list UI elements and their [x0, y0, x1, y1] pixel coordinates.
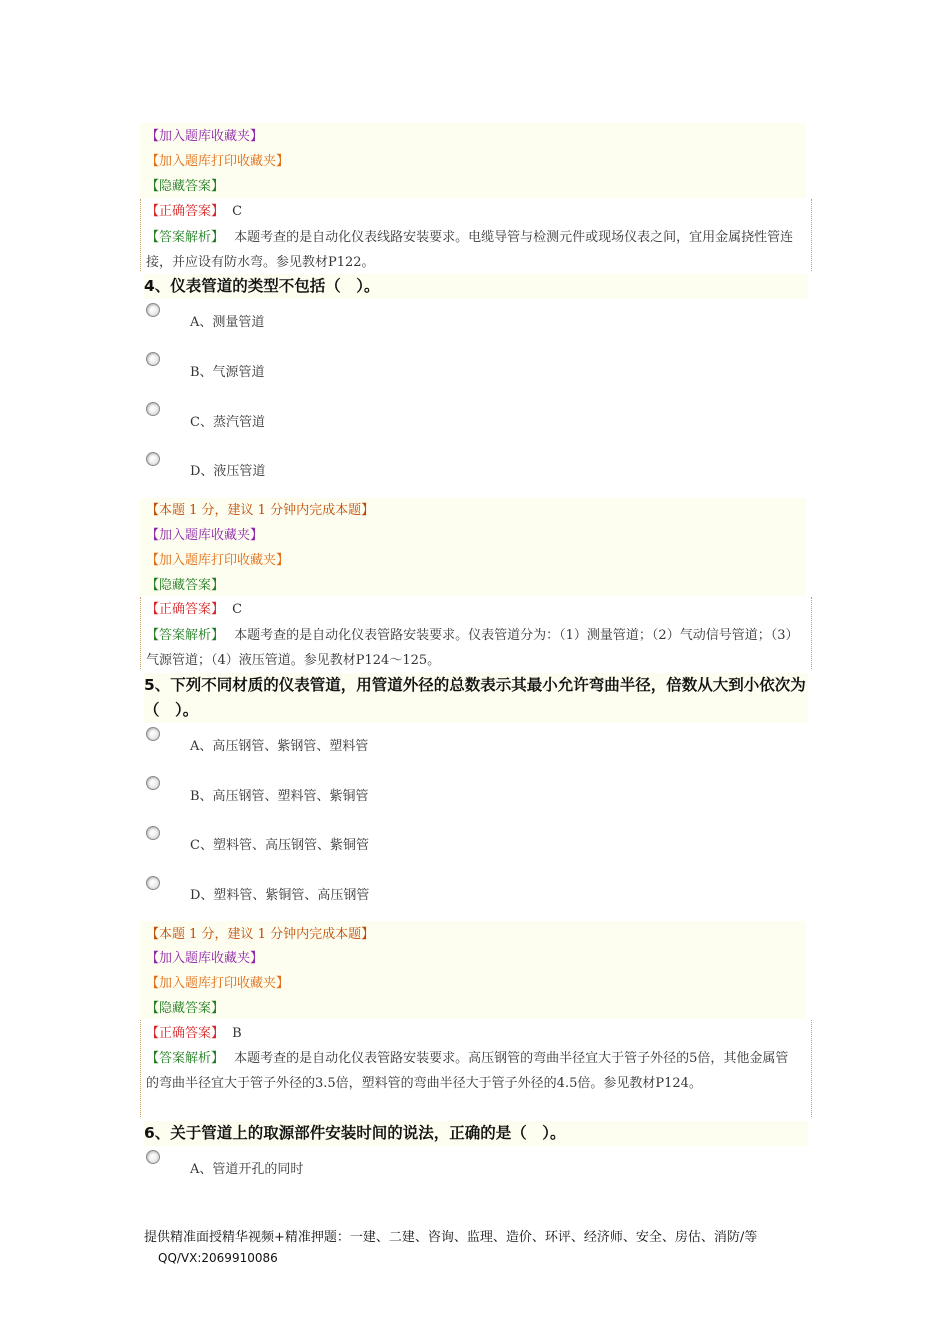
q6-title: 6、关于管道上的取源部件安装时间的说法，正确的是（ ）。 [144, 1121, 808, 1146]
q4-option-d[interactable]: D、液压管道 [190, 464, 266, 479]
q6-option-a-radio[interactable] [146, 1150, 160, 1164]
q5-option-a-radio[interactable] [146, 727, 160, 741]
analysis-text: 本题考查的是自动化仪表线路安装要求。电缆导管与检测元件或现场仪表之间，宜用金属挠性管连接，并应设有防水弯。参见教材P122。 [146, 230, 794, 270]
correct-answer-label: 【正确答案】 [146, 602, 225, 617]
footer-contact: QQ/VX:2069910086 [158, 1251, 278, 1265]
footer-text: 提供精准面授精华视频+精准押题：一建、二建、咨询、监理、造价、环评、经济师、安全、房估、消防/等 [144, 1230, 758, 1245]
hide-answer-link[interactable]: 【隐藏答案】 [146, 179, 225, 194]
q4-hide-answer-link[interactable]: 【隐藏答案】 [146, 578, 225, 593]
q4-option-d-radio[interactable] [146, 452, 160, 466]
q5-time-hint: 【本题 1 分，建议 1 分钟内完成本题】 [146, 927, 375, 942]
q5-option-b[interactable]: B、高压钢管、塑料管、紫铜管 [190, 789, 369, 804]
analysis-label: 【答案解析】 [146, 230, 225, 245]
q5-option-a[interactable]: A、高压钢管、紫钢管、塑料管 [190, 739, 369, 754]
q4-correct-answer [146, 602, 242, 618]
footer-ad [144, 1228, 824, 1269]
q5-title: 5、下列不同材质的仪表管道，用管道外径的总数表示其最小允许弯曲半径，倍数从大到小依次为（ ）。 [144, 673, 808, 723]
add-to-favorites-link[interactable]: 【加入题库收藏夹】 [146, 129, 264, 144]
q6-option-a[interactable]: A、管道开孔的同时 [190, 1162, 304, 1177]
analysis-text: 本题考查的是自动化仪表管路安装要求。仪表管道分为：（1）测量管道；（2）气动信号管道；（3）气源管道；（4）液压管道。参见教材P124～125。 [146, 628, 792, 668]
q4-option-b[interactable]: B、气源管道 [190, 365, 265, 380]
q4-title: 4、仪表管道的类型不包括（ ）。 [144, 274, 808, 299]
add-to-print-favorites-link[interactable]: 【加入题库打印收藏夹】 [146, 154, 290, 169]
analysis-label: 【答案解析】 [146, 1051, 225, 1066]
q4-option-c[interactable]: C、蒸汽管道 [190, 415, 265, 430]
q5-correct-answer [146, 1026, 242, 1042]
q4-time-hint: 【本题 1 分，建议 1 分钟内完成本题】 [146, 503, 375, 518]
correct-answer-value: C [232, 602, 243, 617]
correct-answer-value: B [232, 1026, 242, 1041]
q5-option-d[interactable]: D、塑料管、紫铜管、高压钢管 [190, 888, 370, 903]
q4-option-a-radio[interactable] [146, 303, 160, 317]
analysis-text: 本题考查的是自动化仪表管路安装要求。高压钢管的弯曲半径宜大于管子外径的5倍，其他金属管的弯曲半径宜大于管子外径的3.5倍，塑料管的弯曲半径大于管子外径的4.5倍。参见教材P124。 [146, 1051, 789, 1091]
q4-analysis [146, 623, 798, 673]
q4-option-c-radio[interactable] [146, 402, 160, 416]
q4-option-a[interactable]: A、测量管道 [190, 315, 265, 330]
analysis-label: 【答案解析】 [146, 628, 225, 643]
q3-analysis [146, 225, 798, 275]
q4-add-to-print-favorites-link[interactable]: 【加入题库打印收藏夹】 [146, 553, 290, 568]
q5-add-to-favorites-link[interactable]: 【加入题库收藏夹】 [146, 951, 264, 966]
q5-option-b-radio[interactable] [146, 776, 160, 790]
q3-correct-answer [146, 204, 242, 220]
q5-analysis [146, 1046, 798, 1096]
q5-option-d-radio[interactable] [146, 876, 160, 890]
q5-hide-answer-link[interactable]: 【隐藏答案】 [146, 1001, 225, 1016]
q5-option-c[interactable]: C、塑料管、高压钢管、紫铜管 [190, 838, 369, 853]
q5-add-to-print-favorites-link[interactable]: 【加入题库打印收藏夹】 [146, 976, 290, 991]
q4-add-to-favorites-link[interactable]: 【加入题库收藏夹】 [146, 528, 264, 543]
correct-answer-value: C [232, 204, 243, 219]
correct-answer-label: 【正确答案】 [146, 1026, 225, 1041]
q5-option-c-radio[interactable] [146, 826, 160, 840]
correct-answer-label: 【正确答案】 [146, 204, 225, 219]
q4-option-b-radio[interactable] [146, 352, 160, 366]
